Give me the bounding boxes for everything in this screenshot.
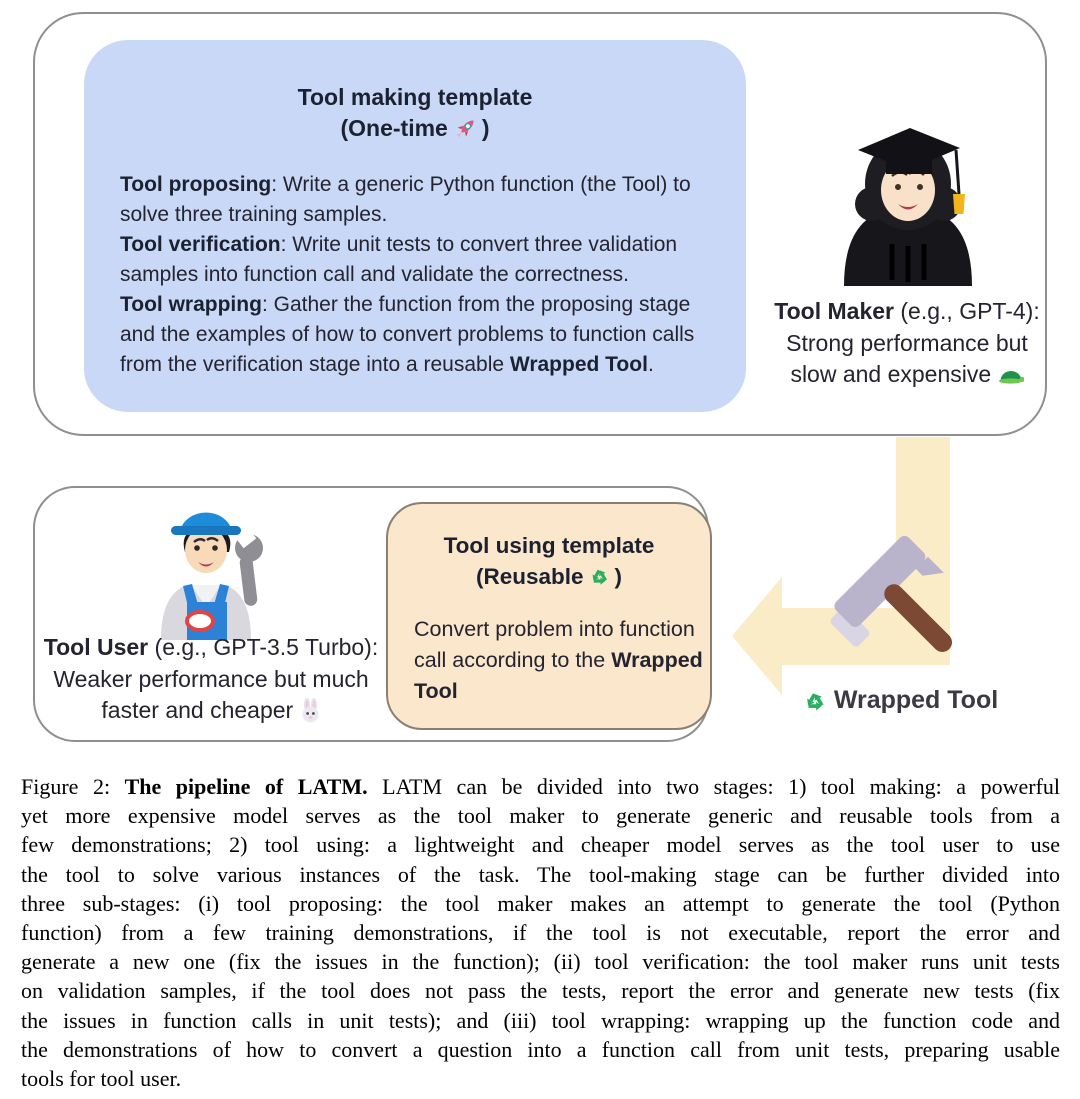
woman-graduate-emoji <box>830 108 986 286</box>
tool-user-caption: Tool User (e.g., GPT-3.5 Turbo): Weaker performance but much faster and cheaper <box>43 634 379 723</box>
caption-lines <box>21 801 1060 1093</box>
rabbit-icon <box>300 697 321 723</box>
tool-using-template-title: Tool using template <box>443 533 655 558</box>
man-mechanic-emoji <box>133 490 283 640</box>
caption-line: the tool to solve various instances of the task. The tool-making stage can be further divided into <box>21 861 1060 887</box>
tool-making-template-title: Tool making template <box>297 84 533 110</box>
tool-using-template-box <box>386 502 712 730</box>
turtle-icon <box>998 368 1024 385</box>
caption-line: the demonstrations of how to convert a question into a function call from unit tests, preparing usable <box>21 1036 1060 1062</box>
tool-using-template-subtitle: (Reusable ) <box>475 564 623 589</box>
caption-line: few demonstrations; 2) tool using: a lightweight and cheaper model serves as the tool user to use <box>21 832 1060 858</box>
rocket-icon <box>452 116 478 142</box>
tool-making-template-subtitle: (One-time ) <box>340 115 490 141</box>
tool-making-template-body: Tool proposing: Write a generic Python function (the Tool) to solve three training samples. Tool verification: Write unit tests to convert three validation samples into function call and validate the correctness. Tool wrapping: Gather the function from the proposing stage and the examples of how to convert problems to function calls from the verification stage into a reusable Wrapped Tool. <box>120 173 695 376</box>
caption-line: yet more expensive model serves as the tool maker to generate generic and reusable tools from a <box>21 803 1060 829</box>
caption-line: on validation samples, if the tool does not pass the tests, report the error and generate new tests (fix <box>21 978 1060 1004</box>
recycle-icon <box>802 688 828 714</box>
figure-caption <box>21 772 1060 1093</box>
caption-line: the issues in function calls in unit tests); and (iii) tool wrapping: wrapping up the function code and <box>21 1007 1060 1033</box>
caption-line: three sub-stages: (i) tool proposing: the tool maker makes an attempt to generate the tool (Python <box>21 890 1060 916</box>
caption-line: generate a new one (fix the issues in the function); (ii) tool verification: the tool maker runs unit tests <box>21 949 1060 975</box>
tool-maker-caption: Tool Maker (e.g., GPT-4): Strong performance but slow and expensive <box>774 298 1040 387</box>
caption-line: Figure 2: The pipeline of LATM. LATM can be divided into two stages: 1) tool making: a powerful <box>21 774 1060 799</box>
wrapped-tool-label: Wrapped Tool <box>775 686 1025 715</box>
tool-making-template-box <box>84 40 746 412</box>
recycle-icon <box>588 565 611 588</box>
caption-line: function) from a few training demonstrations, if the tool is not executable, report the error and <box>21 920 1060 946</box>
caption-line: tools for tool user. <box>21 1066 182 1092</box>
hammer-icon <box>812 512 994 694</box>
tool-using-template-body: Convert problem into function call according to the Wrapped Tool <box>414 617 703 703</box>
